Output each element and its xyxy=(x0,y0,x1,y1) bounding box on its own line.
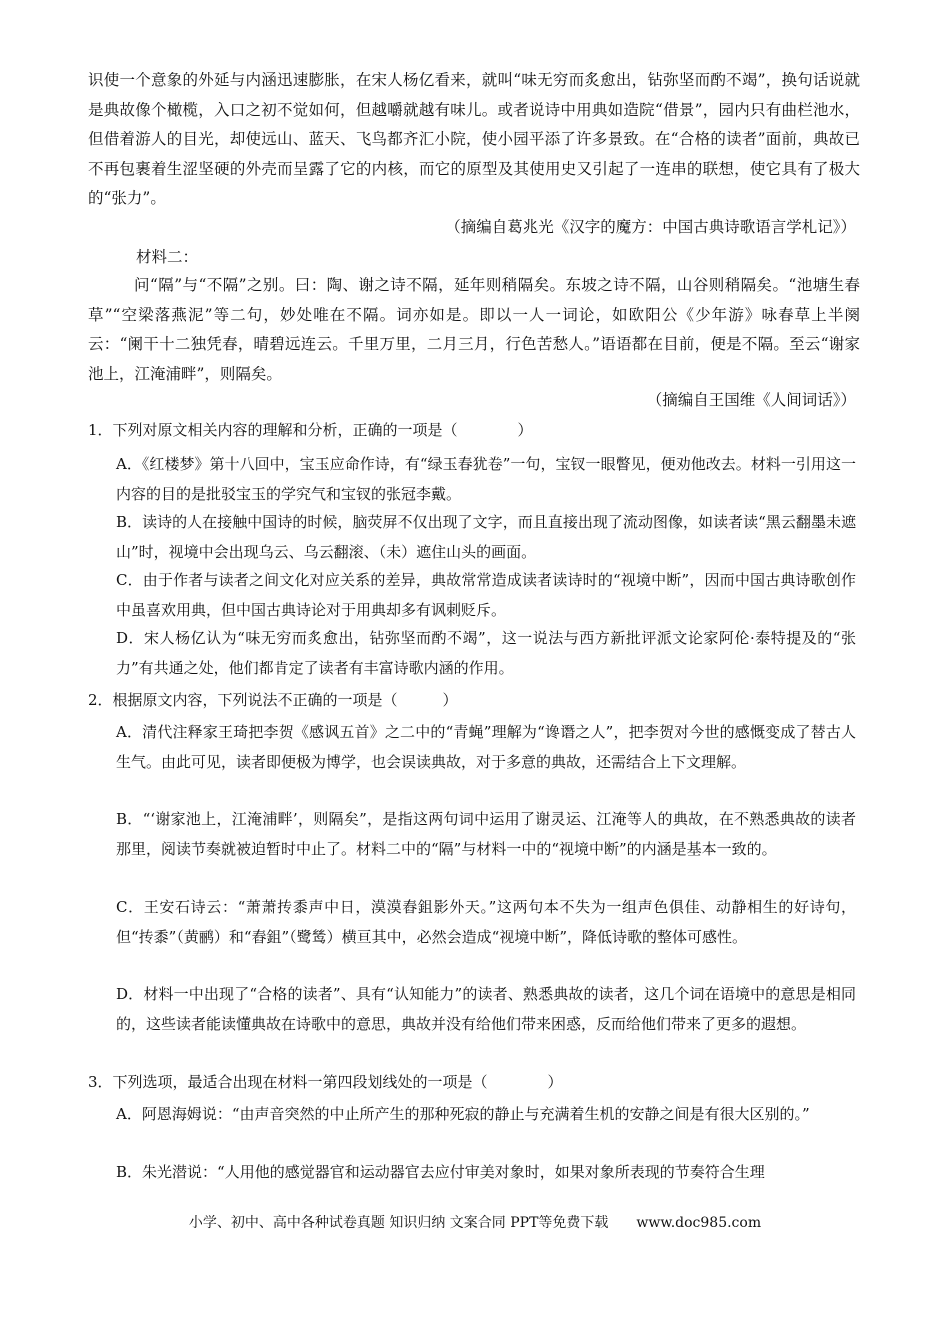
material1-paragraph: 识使一个意象的外延与内涵迅速膨胀，在宋人杨亿看来，就叫“味无穷而炙愈出，钻弥坚而酌不竭”，换句话说就是典故像个橄榄，入口之初不觉如何，但越嚼就越有味儿。或者说诗中用典如造院“借景”，园内只有曲栏池水，但借着游人的目光，却使远山、蓝天、飞鸟都齐汇小院，使小园平添了许多景致。在“合格的读者”面前，典故已不再包裹着生涩坚硬的外壳而呈露了它的内核，而它的原型及其使用史又引起了一连串的联想，使它具有了极大的“张力”。 xyxy=(88,71,860,207)
question-3-stem: 3．下列选项，最适合出现在材料一第四段划线处的一项是（ ） xyxy=(88,1073,563,1091)
material1-source: （摘编自葛兆光《汉字的魔方：中国古典诗歌语言学札记》） xyxy=(445,218,856,236)
question-1-stem: 1．下列对原文相关内容的理解和分析，正确的一项是（ ） xyxy=(88,421,533,439)
question-1-option-c: C．由于作者与读者之间文化对应关系的差异，典故常常造成读者读诗时的“视境中断”，因而中国古典诗歌创作中虽喜欢用典，但中国古典诗论对于用典却多有讽刺贬斥。 xyxy=(116,571,856,619)
page-footer: 小学、初中、高中各种试卷真题 知识归纳 文案合同 PPT等免费下载 www.doc985.com xyxy=(188,1215,762,1231)
question-2-option-a: A．清代注释家王琦把李贺《感讽五首》之二中的“青蝇”理解为“谗谮之人”，把李贺对今世的感慨变成了替古人生气。由此可见，读者即便极为博学，也会误读典故，对于多意的典故，还需结合上下文理解。 xyxy=(116,723,856,771)
question-1-option-d: D．宋人杨亿认为“味无穷而炙愈出，钻弥坚而酌不竭”，这一说法与西方新批评派文论家阿伦·泰特提及的“张力”有共通之处，他们都肯定了读者有丰富诗歌内涵的作用。 xyxy=(116,629,856,677)
material2-heading: 材料二： xyxy=(136,248,199,266)
material2-source: （摘编自王国维《人间词话》） xyxy=(646,391,856,409)
question-2-option-b: B．“‘谢家池上，江淹浦畔’，则隔矣”，是指这两句词中运用了谢灵运、江淹等人的典故，在不熟悉典故的读者那里，阅读节奏就被迫暂时中止了。材料二中的“隔”与材料一中的“视境中断”的内涵是基本一致的。 xyxy=(116,810,856,858)
question-3-option-b: B．朱光潜说：“人用他的感觉器官和运动器官去应付审美对象时，如果对象所表现的节奏符合生理 xyxy=(116,1163,765,1181)
question-2-option-d: D．材料一中出现了“合格的读者”、具有“认知能力”的读者、熟悉典故的读者，这几个词在语境中的意思是相同的，这些读者能读懂典故在诗歌中的意思，典故并没有给他们带来困惑，反而给他们带来了更多的遐想。 xyxy=(116,985,856,1033)
question-1-option-b: B．读诗的人在接触中国诗的时候，脑荧屏不仅出现了文字，而且直接出现了流动图像，如读者读“黑云翻墨未遮山”时，视境中会出现乌云、乌云翻滚、（未）遮住山头的画面。 xyxy=(116,513,856,561)
question-3-option-a: A．阿恩海姆说：“由声音突然的中止所产生的那种死寂的静止与充满着生机的安静之间是有很大区别的。” xyxy=(116,1105,810,1123)
question-2-option-c: C．王安石诗云：“萧萧抟黍声中日，漠漠舂鉏影外天。”这两句本不失为一组声色俱佳、动静相生的好诗句，但“抟黍”（黄鹂）和“舂鉏”（鹭鸶）横亘其中，必然会造成“视境中断”，降低诗歌的整体可感性。 xyxy=(116,898,856,946)
question-1-option-a: A．《红楼梦》第十八回中，宝玉应命作诗，有“绿玉春犹卷”一句，宝钗一眼瞥见，便劝他改去。材料一引用这一内容的目的是批驳宝玉的学究气和宝钗的张冠李戴。 xyxy=(116,455,856,503)
material2-paragraph: 问“隔”与“不隔”之别。曰：陶、谢之诗不隔，延年则稍隔矣。东坡之诗不隔，山谷则稍隔矣。“池塘生春草”“空梁落燕泥”等二句，妙处唯在不隔。词亦如是。即以一人一词论，如欧阳公《少年游》咏春草上半阕云：“阑干十二独凭春，晴碧远连云。千里万里，二月三月，行色苦愁人。”语语都在目前，便是不隔。至云“谢家池上，江淹浦畔”，则隔矣。 xyxy=(88,276,860,383)
question-2-stem: 2．根据原文内容，下列说法不正确的一项是（ ） xyxy=(88,691,458,709)
